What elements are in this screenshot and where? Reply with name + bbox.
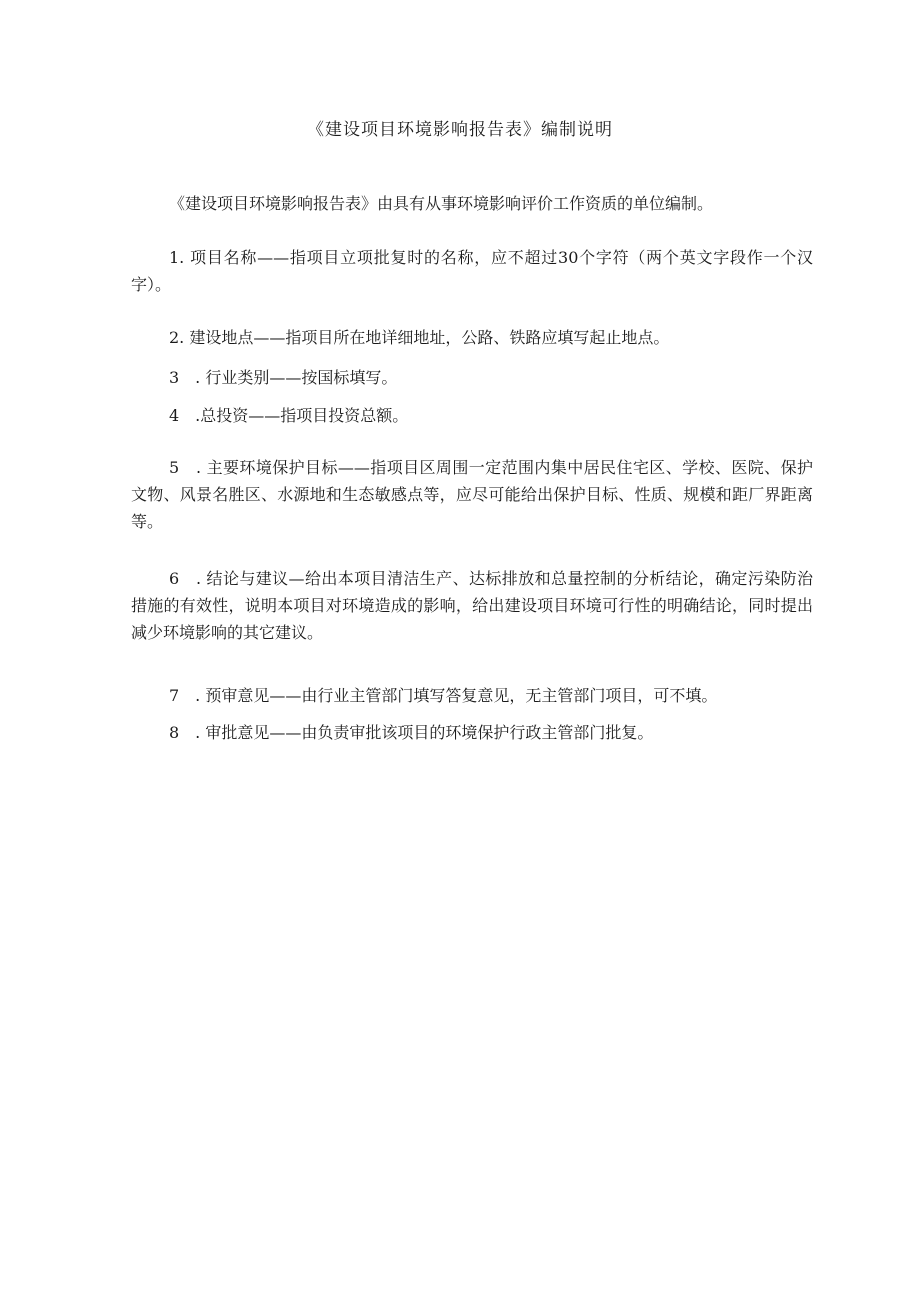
list-item	[131, 402, 813, 429]
list-item-text: 2. 建设地点——指项目所在地详细地址，公路、铁路应填写起止地点。	[169, 328, 670, 347]
list-item-text: 7 . 预审意见——由行业主管部门填写答复意见，无主管部门项目，可不填。	[169, 686, 718, 705]
list-item	[131, 719, 813, 746]
list-item	[131, 682, 813, 709]
document-title: 《建设项目环境影响报告表》编制说明	[307, 120, 613, 140]
list-item-text: 8 . 审批意见——由负责审批该项目的环境保护行政主管部门批复。	[169, 723, 654, 742]
intro-paragraph	[131, 190, 813, 217]
list-item	[131, 364, 813, 391]
list-item-text: 4 .总投资——指项目投资总额。	[169, 406, 409, 425]
list-item	[131, 244, 813, 298]
list-item	[131, 324, 813, 351]
intro-text: 《建设项目环境影响报告表》由具有从事环境影响评价工作资质的单位编制。	[169, 194, 714, 213]
list-item-text: 1. 项目名称——指项目立项批复时的名称，应不超过30个字符（两个英文字段作一个汉字）。	[131, 248, 813, 294]
list-item-text: 6 . 结论与建议—给出本项目清洁生产、达标排放和总量控制的分析结论，确定污染防治措施的有效性，说明本项目对环境造成的影响，给出建设项目环境可行性的明确结论，同时提出减少环境影响的其它建议。	[131, 569, 813, 642]
list-item-text: 5 . 主要环境保护目标——指项目区周围一定范围内集中居民住宅区、学校、医院、保护文物、风景名胜区、水源地和生态敏感点等，应尽可能给出保护目标、性质、规模和距厂界距离等。	[131, 458, 813, 531]
list-item	[131, 454, 813, 535]
list-item	[131, 565, 813, 646]
list-item-text: 3 . 行业类别——按国标填写。	[169, 368, 398, 387]
